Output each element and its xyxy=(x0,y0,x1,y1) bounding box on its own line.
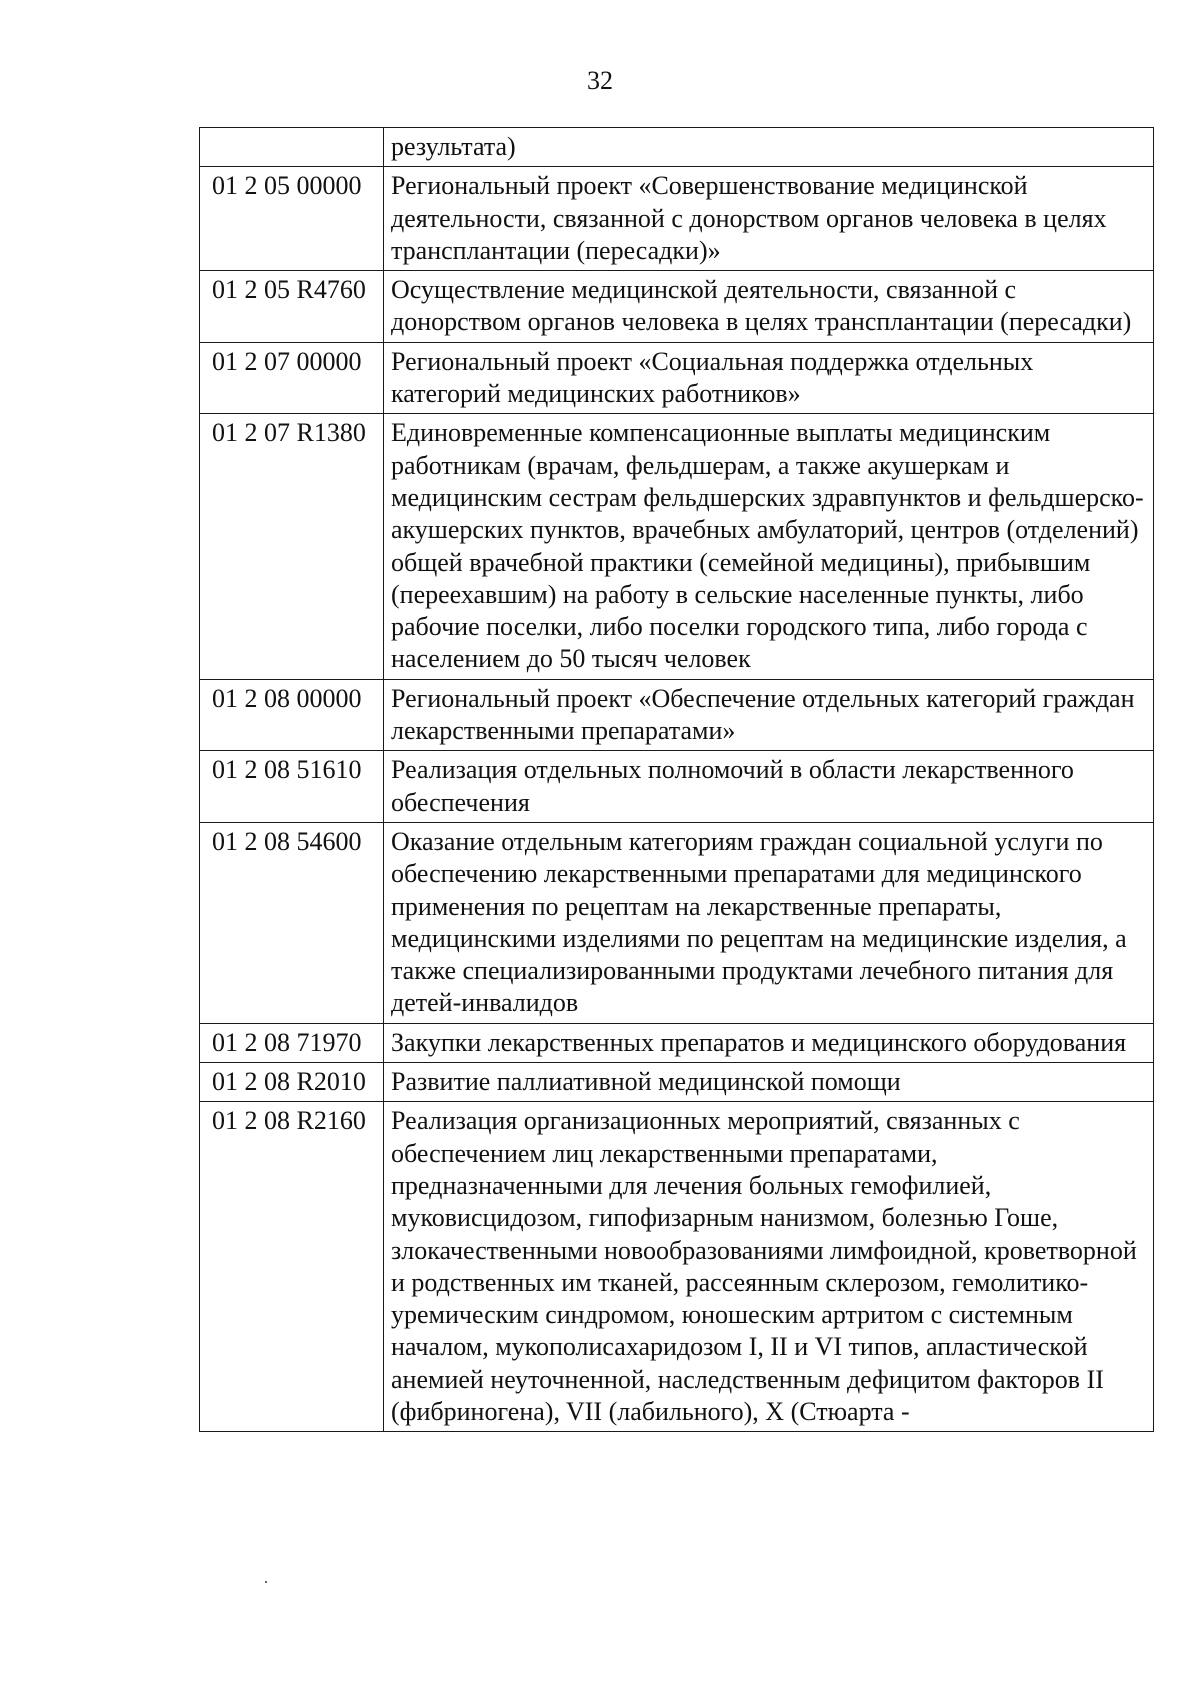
row-description: Осуществление медицинской деятельности, связанной с донорством органов человека в целях трансплантации (пересадки) xyxy=(384,271,1154,343)
row-description: Региональный проект «Обеспечение отдельных категорий граждан лекарственными препаратами» xyxy=(384,679,1154,751)
budget-classification-table xyxy=(199,127,1154,1432)
row-code: 01 2 08 00000 xyxy=(200,679,384,751)
row-description: Реализация отдельных полномочий в области лекарственного обеспечения xyxy=(384,751,1154,823)
scan-speck xyxy=(265,1581,267,1583)
table-row xyxy=(200,167,1154,271)
row-description: результата) xyxy=(384,128,1154,167)
row-description: Региональный проект «Совершенствование медицинской деятельности, связанной с донорством органов человека в целях трансплантации (пересадки)» xyxy=(384,167,1154,271)
table-row xyxy=(200,822,1154,1023)
row-code xyxy=(200,128,384,167)
row-description: Закупки лекарственных препаратов и медицинского оборудования xyxy=(384,1023,1154,1062)
row-description: Единовременные компенсационные выплаты медицинским работникам (врачам, фельдшерам, а также акушеркам и медицинским сестрам фельдшерских здравпунктов и фельдшерско-акушерских пунктов, врачебных амбулаторий, центров (отделений) общей врачебной практики (семейной медицины), прибывшим (переехавшим) на работу в сельские населенные пункты, либо рабочие поселки, либо поселки городского типа, либо города с населением до 50 тысяч человек xyxy=(384,414,1154,679)
row-description: Оказание отдельным категориям граждан социальной услуги по обеспечению лекарственными препаратами для медицинского применения по рецептам на лекарственные препараты, медицинскими изделиями по рецептам на медицинские изделия, а также специализированными продуктами лечебного питания для детей-инвалидов xyxy=(384,822,1154,1023)
row-code: 01 2 05 00000 xyxy=(200,167,384,271)
row-code: 01 2 07 R1380 xyxy=(200,414,384,679)
row-code: 01 2 08 71970 xyxy=(200,1023,384,1062)
table-row xyxy=(200,751,1154,823)
row-code: 01 2 07 00000 xyxy=(200,342,384,414)
row-code: 01 2 08 54600 xyxy=(200,822,384,1023)
row-code: 01 2 08 R2010 xyxy=(200,1063,384,1102)
table-row xyxy=(200,128,1154,167)
row-code: 01 2 08 51610 xyxy=(200,751,384,823)
row-description: Реализация организационных мероприятий, связанных с обеспечением лиц лекарственными препаратами, предназначенными для лечения больных гемофилией, муковисцидозом, гипофизарным нанизмом, болезнью Гоше, злокачественными новообразованиями лимфоидной, кроветворной и родственных им тканей, рассеянным склерозом, гемолитико-уремическим синдромом, юношеским артритом с системным началом, мукополисахаридозом I, II и VI типов, апластической анемией неуточненной, наследственным дефицитом факторов II (фибриногена), VII (лабильного), X (Стюарта - xyxy=(384,1102,1154,1432)
table-row xyxy=(200,679,1154,751)
row-code: 01 2 08 R2160 xyxy=(200,1102,384,1432)
row-code: 01 2 05 R4760 xyxy=(200,271,384,343)
table-row xyxy=(200,342,1154,414)
table-row xyxy=(200,271,1154,343)
row-description: Развитие паллиативной медицинской помощи xyxy=(384,1063,1154,1102)
table-row xyxy=(200,1102,1154,1432)
table-row xyxy=(200,1023,1154,1062)
table-row xyxy=(200,414,1154,679)
table-row xyxy=(200,1063,1154,1102)
page-number: 32 xyxy=(587,66,613,95)
row-description: Региональный проект «Социальная поддержка отдельных категорий медицинских работников» xyxy=(384,342,1154,414)
